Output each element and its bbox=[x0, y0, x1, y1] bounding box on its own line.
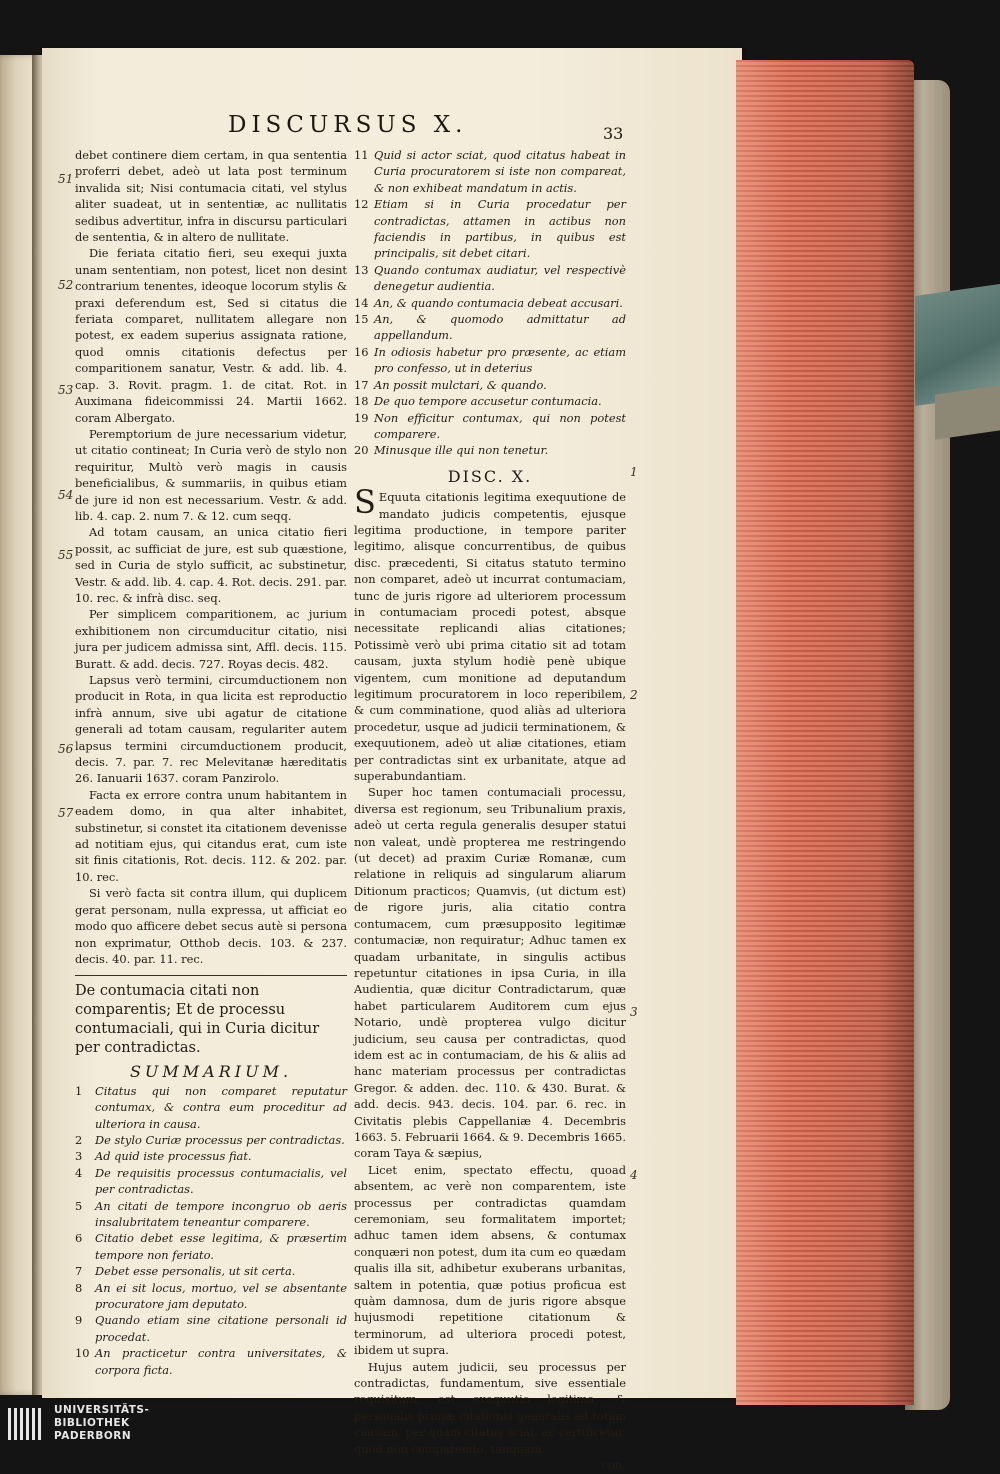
summary-item: 1 Citatus qui non comparet reputatur contumax, & contra eum proceditur ad ulteriora in causa. bbox=[75, 1083, 347, 1131]
summary-item: 12 Etiam si in Curia procedatur per contradictas, attamen in actibus non faciendis in partibus, in quibus est principalis, sit debet citari. bbox=[354, 197, 626, 261]
right-column bbox=[354, 147, 626, 1474]
margin-number: 57 bbox=[58, 806, 74, 820]
summary-title: SUMMARIUM. bbox=[129, 1062, 293, 1082]
summary-item: 14 An, & quando contumacia debeat accusari. bbox=[354, 295, 623, 310]
summary-list bbox=[75, 1083, 347, 1378]
margin-number: 1 bbox=[630, 465, 638, 479]
catchword: con- bbox=[601, 1458, 626, 1473]
summary-item: 15 An, & quomodo admittatur ad appellandum. bbox=[354, 312, 626, 343]
summary-item: 6 Citatio debet esse legitima, & præsertim tempore non feriato. bbox=[75, 1231, 347, 1262]
drop-cap: S bbox=[354, 483, 376, 522]
margin-number: 51 bbox=[58, 172, 74, 186]
paragraph: Si verò facta sit contra illum, qui duplicem gerat personam, nulla expressa, ut afficiat eo modo quo afficere debet secus autè si persona non exprimatur, Otthob decis. 103. & 237. decis. 40. par. 11. rec. bbox=[75, 886, 347, 966]
paragraph: Per simplicem comparitionem, ac jurium exhibitionem non circumducitur citatio, nisi jura per judicem admissa sint, Affl. decis. 115. Buratt. & add. decis. 727. Royas decis. 482. bbox=[75, 607, 347, 671]
margin-number: 4 bbox=[630, 1168, 638, 1182]
paragraph: Ad totam causam, an unica citatio fieri possit, ac sufficiat de jure, est sub quæstione, sed in Curia de stylo sufficit, ac substinetur, Vestr. & add. lib. 4. cap. 4. Rot. decis. 291. par. 10. rec. & infrà disc. seq. bbox=[75, 525, 347, 605]
margin-number: 53 bbox=[58, 383, 74, 397]
divider bbox=[75, 975, 347, 976]
margin-number: 3 bbox=[630, 1005, 638, 1019]
paragraph: S Equuta citationis legitima exequutione de mandato judicis competentis, ejusque legitima productione, in tempore pariter legitimo, alisque concurrentibus, de quibus disc. præcedenti, Si citatus statuto termino non comparet, adeò ut incurrat contumaciam, tunc de juris rigore ad ulteriorem processum in contumaciam procedi potest, absque necessitate replicandi alias citationes; Potissimè verò ubi prima citatio sit ad totam causam, juxta stylum hodiè penè ubique vigentem, cum monitione ad deputandum legitimum procuratorem in loco reperibilem, & cum comminatione, quod aliàs ad ulteriora procedetur, usque ad judicii terminationem, & exequutionem, adeò ut aliæ citationes, etiam per contradictas sint ex urbanitate, atque ad superabundantiam. bbox=[354, 483, 626, 784]
paragraph: Peremptorium de jure necessarium videtur, ut citatio contineat; In Curia verò de stylo non requiritur, Multò verò magis in causis beneficialibus, & summariis, in quibus etiam de jure id non est necessarium. Vestr. & add. lib. 4. cap. 2. num 7. & 12. cum seqq. bbox=[75, 426, 347, 523]
margin-number: 54 bbox=[58, 488, 74, 502]
summary-item: 18 De quo tempore accusetur contumacia. bbox=[354, 394, 602, 409]
library-logo-icon bbox=[6, 1404, 46, 1444]
chapter-heading: De contumacia citati non comparentis; Et de processu contumaciali, qui in Curia dicitur per contradictas. bbox=[75, 983, 320, 1057]
summary-item: 20 Minusque ille qui non tenetur. bbox=[354, 443, 549, 458]
summary-item: 9 Quando etiam sine citatione personali id procedat. bbox=[75, 1313, 347, 1344]
running-head: DISCURSUS X. bbox=[228, 112, 468, 138]
paragraph: Licet enim, spectato effectu, quoad absentem, ac verè non comparentem, iste processus per contradictas quamdam ceremoniam, seu formalitatem importet; adhuc tamen idem absens, & contumax conquæri non potest, dum ita cum eo quædam qualis illa sit, adhibetur exuberans urbanitas, saltem in potentia, quæ potius proficua est quàm damnosa, dum de juris rigore absque hujusmodi repetitione citationum & terminorum, ad ulteriora procedi potest, ibidem ut supra. bbox=[354, 1162, 626, 1358]
paragraph: Hujus autem judicii, seu processus per contradictas, fundamentum, sive essentiale requisitum, est exequutio legitima; & personalis primæ citationis generalis ad totam causam, per quam citatus sciat, ac certificetur, quod non comparendo, tanquam bbox=[354, 1359, 626, 1456]
summary-item: 19 Non efficitur contumax, qui non potest comparere. bbox=[354, 410, 626, 441]
library-logo bbox=[0, 1398, 200, 1450]
paragraph: debet continere diem certam, in qua sententia proferri debet, adeò ut lata post terminum invalida sit; Nisi contumacia citati, vel stylus aliter suadeat, ut in sententiæ, ac nullitatis sedibus advertitur, infra in discursu particulari de sententia, & in altero de nullitate. bbox=[75, 148, 347, 245]
discourse-title: DISC. X. bbox=[447, 466, 533, 486]
summary-item: 7 Debet esse personalis, ut sit certa. bbox=[75, 1264, 296, 1279]
margin-number: 2 bbox=[630, 688, 638, 702]
paragraph: Super hoc tamen contumaciali processu, diversa est regionum, seu Tribunalium praxis, adeò ut certa regula generalis desuper statui non valeat, undè propterea me restringendo (ut decet) ad praxim Curiæ Romanæ, cum relatione in reliquis ad singularum aliarum Ditionum practicos; Quamvis, (ut dictum est) de rigore juris, alia citatio contra contumacem, cum præsupposito legitimæ contumaciæ, non requiratur; Adhuc tamen ex quadam urbanitate, in singulis actibus repetuntur citationes in ipsa Curia, in illa Audientia, quæ dicitur Contradictarum, quæ habet particularem Auditorem cum ejus Notario, undè propterea vulgo dicitur judicium, seu causa per contradictas, quod idem est ac in contumaciam, de his & aliis ad hanc materiam processus per contradictas Gregor. & adden. dec. 110. & 430. Burat. & add. decis. 943. decis. 104. par. 6. rec. in Civitatis plebis Cappellaniæ 4. Decembris 1663. 5. Februarii 1664. & 9. Decembris 1665. coram Taya & sæpius, bbox=[354, 785, 626, 1161]
summary-item: 5 An citati de tempore incongruo ob aeris insalubritatem teneantur comparere. bbox=[75, 1198, 347, 1229]
summary-item: 13 Quando contumax audiatur, vel respectivè denegetur audientia. bbox=[354, 262, 626, 294]
book-clasp-strap bbox=[935, 385, 1000, 439]
summary-item: 17 An possit mulctari, & quando. bbox=[354, 377, 547, 392]
paragraph: Die feriata citatio fieri, seu exequi juxta unam sententiam, non potest, licet non desint contrarium tenentes, ideoque locorum stylis & praxi deferendum est, Sed si citatus die feriata comparet, nullitatem allegare non potest, ex eadem superius assignata ratione, quod omnis citationis defectus per comparitionem sanatur, Vestr. & add. lib. 4. cap. 3. Rovit. pragm. 1. de citat. Rot. in Auximana fideicommissi 24. Martii 1662. coram Albergato. bbox=[75, 246, 347, 425]
margin-number: 52 bbox=[58, 278, 74, 292]
summary-list-continued bbox=[354, 147, 626, 459]
page-edges-shade bbox=[736, 60, 914, 1405]
summary-item: 4 De requisitis processus contumacialis, vel per contradictas. bbox=[75, 1165, 347, 1197]
summary-item: 2 De stylo Curiæ processus per contradictas. bbox=[75, 1132, 345, 1147]
margin-number: 55 bbox=[58, 548, 74, 562]
library-logo-text: UNIVERSITÄTS- BIBLIOTHEK PADERBORN bbox=[54, 1404, 150, 1442]
summary-item: 8 An ei sit locus, mortuo, vel se absentante procuratore jam deputato. bbox=[75, 1280, 347, 1311]
paragraph: Facta ex errore contra unum habitantem in eadem domo, in qua alter inhabitet, substinetur, si constet ita citationem devenisse ad notitiam ejus, qui citandus erat, cum iste sit finis citationis, Rot. decis. 112. & 202. par. 10. rec. bbox=[75, 787, 347, 884]
summary-item: 11 Quid si actor sciat, quod citatus habeat in Curia procuratorem si iste non compareat, & non exhibeat mandatum in actis. bbox=[354, 148, 626, 195]
summary-item: 10 An practicetur contra universitates, & corpora ficta. bbox=[75, 1346, 347, 1377]
page-number: 33 bbox=[603, 124, 624, 143]
summary-item: 3 Ad quid iste processus fiat. bbox=[75, 1149, 252, 1164]
left-column bbox=[75, 147, 347, 1378]
margin-number: 56 bbox=[58, 742, 74, 756]
summary-item: 16 In odiosis habetur pro præsente, ac etiam pro confesso, ut in deterius bbox=[354, 344, 626, 376]
paragraph: Lapsus verò termini, circumductionem non producit in Rota, in qua licita est reproductio infrà annum, sive ubi agatur de citatione generali ad totam causam, regulariter autem lapsus termini circumductionem producit, decis. 7. par. 7. rec Melevitanæ hæreditatis 26. Ianuarii 1637. coram Panzirolo. bbox=[75, 673, 347, 786]
